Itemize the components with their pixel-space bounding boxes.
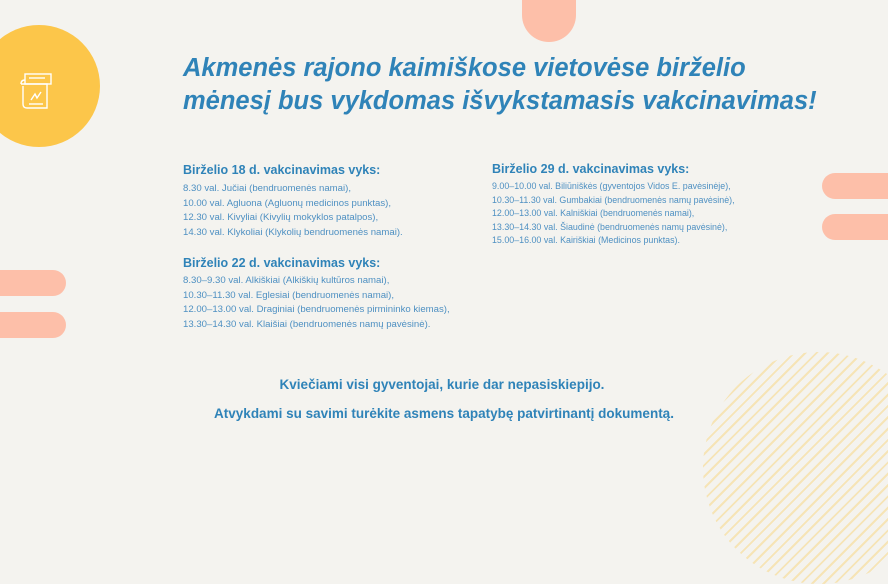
schedule-june-29 [492,162,735,248]
schedule-list [183,274,450,332]
peach-pill-decoration [822,173,888,199]
title-text: kaimiškose vietovėse birželio [388,54,746,82]
list-item: 10.30–11.30 val. Gumbakiai (bendruomenės namų pavėsinė), [492,194,735,205]
schedule-heading: Birželio 22 d. vakcinavimas vyks: [183,256,381,270]
peach-pill-decoration [522,0,576,42]
list-item: 13.30–14.30 val. Šiaudinė (bendruomenės namų pavėsinė), [492,221,728,232]
peach-pill-decoration [0,312,66,338]
title-text: Akmenės rajono [183,54,389,82]
schedule-heading: Birželio 18 d. vakcinavimas vyks: [183,163,381,177]
list-item: 10.30–11.30 val. Eglesiai (bendruomenės namai), [183,289,395,301]
list-item: 8.30 val. Jučiai (bendruomenės namai), [183,183,351,194]
list-item: 10.00 val. Agluona (Agluonų medicinos punktas), [183,197,391,209]
page-title [183,52,843,118]
list-item: 12.30 val. Kivyliai (Kivylių mokyklos patalpos), [183,212,379,223]
schedule-june-22 [183,256,450,332]
schedule-list [492,180,735,248]
list-item: 14.30 val. Klykoliai (Klykolių bendruomenės namai). [183,226,403,238]
title-line-1 [183,52,843,85]
list-item: 13.30–14.30 val. Klaišiai (bendruomenės namų pavėsinė). [183,318,431,330]
list-item: 12.00–13.00 val. Kalniškiai (bendruomenės namai), [492,208,695,219]
peach-pill-decoration [822,214,888,240]
title-line-2: mėnesį bus vykdomas išvykstamasis vakcinavimas! [183,87,817,115]
list-item: 9.00–10.00 val. Biliūniškės (gyventojos Vidos E. pavėsinėje), [492,181,731,191]
list-item: 8.30–9.30 val. Alkiškiai (Alkiškių kultūros namai), [183,275,390,286]
list-item: 15.00–16.00 val. Kairiškiai (Medicinos punktas). [492,235,680,246]
list-item: 12.00–13.00 val. Draginiai (bendruomenės pirmininko kiemas), [183,304,450,315]
schedule-list [183,182,403,240]
invitation-text: Kviečiami visi gyventojai, kurie dar nepasiskiepijo. [279,377,605,392]
schedule-heading: Birželio 29 d. vakcinavimas vyks: [492,162,690,176]
document-scroll-icon [17,72,55,112]
peach-pill-decoration [0,270,66,296]
schedule-june-18 [183,163,403,240]
document-reminder-text: Atvykdami su savimi turėkite asmens tapatybę patvirtinantį dokumentą. [214,406,674,421]
